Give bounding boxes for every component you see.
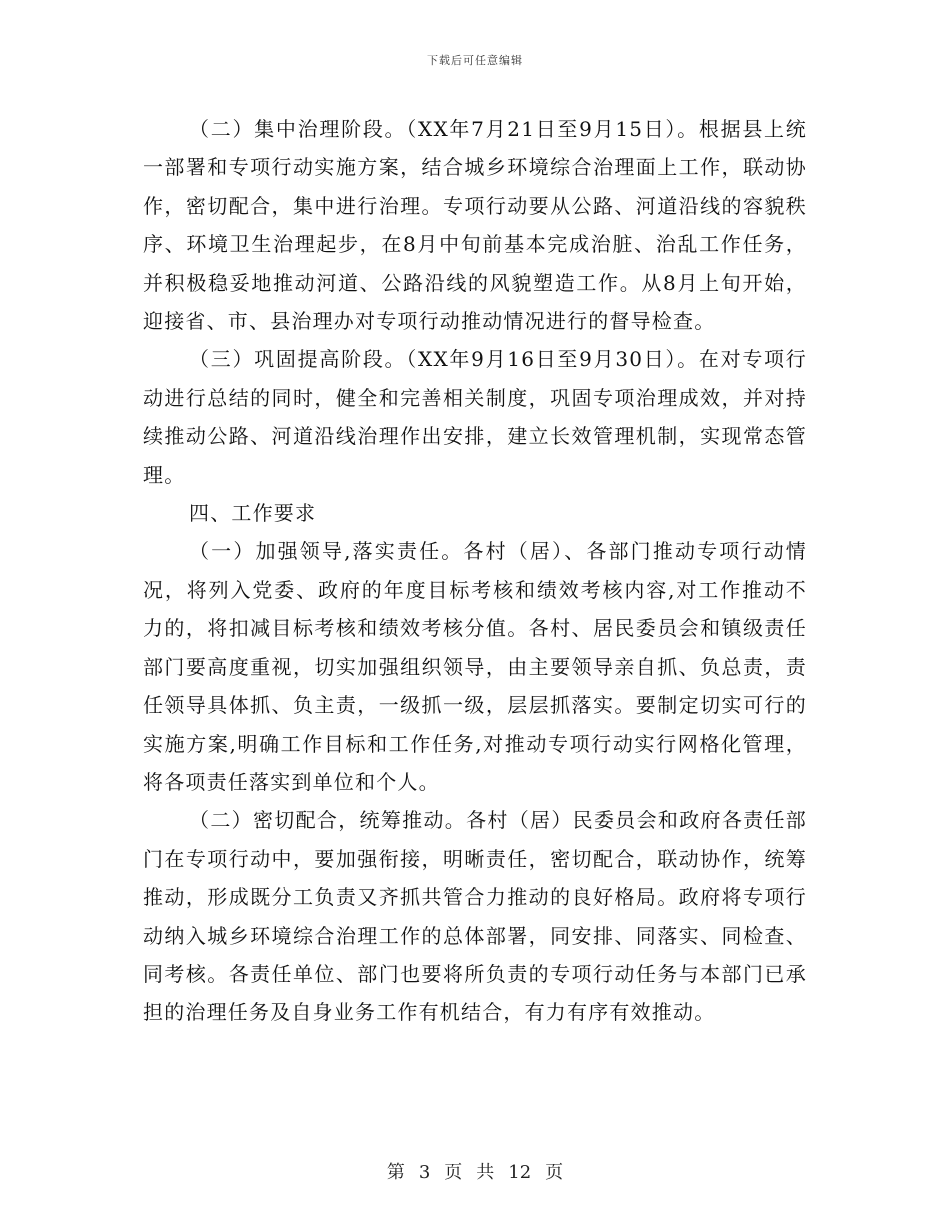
footer-prefix: 第 <box>386 1162 405 1183</box>
paragraph-stage-three: （三）巩固提高阶段。（XX年9月16日至9月30日）。在对专项行动进行总结的同时，健全和完善相关制度，巩固专项治理成效，并对持续推动公路、河道沿线治理作出安排，建立长效管理机制，实现常态管理。 <box>143 347 807 487</box>
paragraph-requirement-two: （二）密切配合，统筹推动。各村（居）民委员会和政府各责任部门在专项行动中，要加强衔接，明晰责任，密切配合，联动协作，统筹推动，形成既分工负责又齐抓共管合力推动的良好格局。政府将专项行动纳入城乡环境综合治理工作的总体部署，同安排、同落实、同检查、同考核。各责任单位、部门也要将所负责的专项行动任务与本部门已承担的治理任务及自身业务工作有机结合，有力有序有效推动。 <box>143 808 807 1025</box>
footer-page-word: 页 <box>444 1162 463 1183</box>
paragraph-stage-two: （二）集中治理阶段。（XX年7月21日至9月15日）。根据县上统一部署和专项行动实施方案，结合城乡环境综合治理面上工作，联动协作，密切配合，集中进行治理。专项行动要从公路、河道沿线的容貌秩序、环境卫生治理起步，在8月中旬前基本完成治脏、治乱工作任务，并积极稳妥地推动河道、公路沿线的风貌塑造工作。从8月上旬开始，迎接省、市、县治理办对专项行动推动情况进行的督导检查。 <box>143 117 807 334</box>
footer-suffix: 页 <box>545 1162 564 1183</box>
footer-total-pages: 12 <box>508 1162 532 1183</box>
section-heading-requirements: 四、工作要求 <box>189 501 317 526</box>
document-body <box>143 110 807 1032</box>
footer-current-page: 3 <box>418 1162 431 1183</box>
page-footer <box>0 1158 950 1184</box>
footer-total-word: 共 <box>476 1162 495 1183</box>
page-header: 下载后可任意编辑 <box>427 54 523 67</box>
paragraph-requirement-one: （一）加强领导,落实责任。各村（居）、各部门推动专项行动情况，将列入党委、政府的年度目标考核和绩效考核内容,对工作推动不力的，将扣减目标考核和绩效考核分值。各村、居民委员会和镇级责任部门要高度重视，切实加强组织领导，由主要领导亲自抓、负总责，责任领导具体抓、负主责，一级抓一级，层层抓落实。要制定切实可行的实施方案,明确工作目标和工作任务,对推动专项行动实行网格化管理，将各项责任落实到单位和个人。 <box>143 539 807 794</box>
